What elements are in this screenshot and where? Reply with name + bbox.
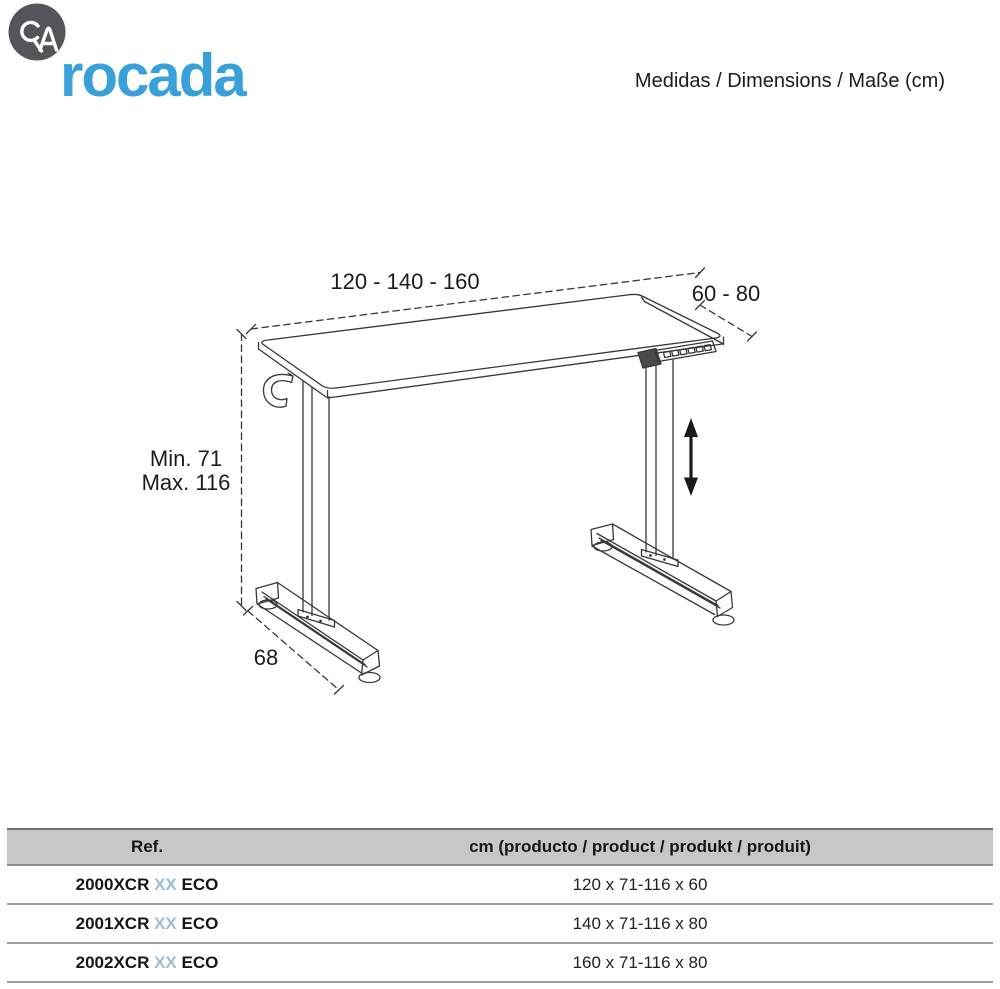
ref-suffix: ECO xyxy=(181,913,219,933)
ref-variant: XX xyxy=(154,952,177,972)
foot-depth-dimension-label: 68 xyxy=(253,645,279,670)
column-header-ref: Ref. xyxy=(130,837,164,856)
height-max-label: Max. 116 xyxy=(141,470,231,495)
brand-wordmark: rocada xyxy=(60,42,245,109)
depth-dimension-label: 60 - 80 xyxy=(691,281,761,306)
tabletop-top-face xyxy=(262,294,720,388)
height-min-label: Min. 71 xyxy=(149,446,223,471)
ref-variant: XX xyxy=(154,913,177,933)
ref-cell xyxy=(7,914,287,934)
table-row xyxy=(7,866,993,905)
ref-prefix: 2001XCR xyxy=(75,913,150,933)
table-row xyxy=(7,905,993,944)
width-dimension-label: 120 - 140 - 160 xyxy=(330,269,480,294)
bag-hook xyxy=(263,373,293,407)
ref-cell xyxy=(7,875,287,895)
dimension-dashed-lines xyxy=(242,273,753,691)
right-foot xyxy=(591,524,734,625)
right-leg-column xyxy=(642,355,679,567)
dimensions-cell: 160 x 71-116 x 80 xyxy=(572,952,708,972)
control-keypad xyxy=(638,341,716,368)
table-row xyxy=(7,944,993,983)
ref-cell xyxy=(7,953,287,973)
dimensions-cell: 140 x 71-116 x 80 xyxy=(572,913,708,933)
dimensions-cell: 120 x 71-116 x 60 xyxy=(572,874,708,894)
ref-prefix: 2000XCR xyxy=(75,874,150,894)
ref-variant: XX xyxy=(154,874,177,894)
height-adjust-arrow-icon xyxy=(684,418,698,496)
height-dimension-label xyxy=(116,447,256,495)
ref-suffix: ECO xyxy=(181,874,219,894)
spec-table xyxy=(7,828,993,983)
spec-table-header-row xyxy=(7,828,993,866)
sheet-title: Medidas / Dimensions / Maße (cm) xyxy=(634,70,945,92)
column-header-dimensions: cm (producto / product / produkt / produit) xyxy=(469,837,811,856)
ref-suffix: ECO xyxy=(181,952,219,972)
ref-prefix: 2002XCR xyxy=(75,952,150,972)
left-leg-column xyxy=(298,382,335,628)
